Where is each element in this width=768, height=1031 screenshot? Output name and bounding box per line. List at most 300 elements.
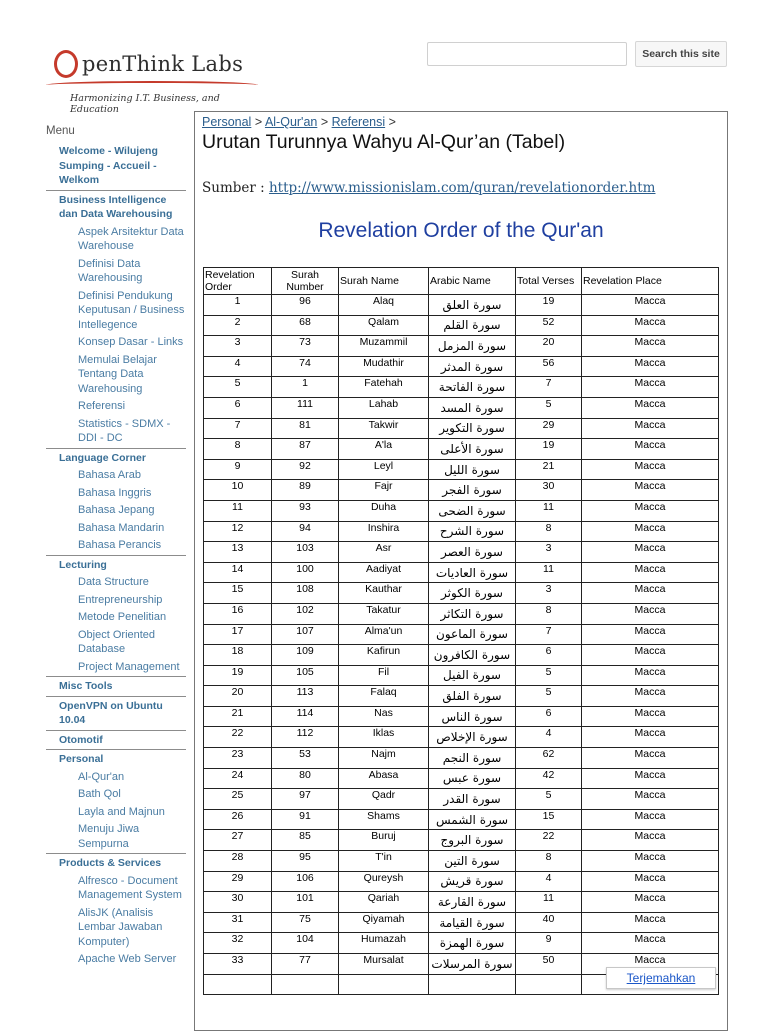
- cell-revelation-order: 31: [204, 912, 272, 933]
- cell-surah-number: 75: [272, 912, 339, 933]
- cell-revelation-place: Macca: [582, 397, 719, 418]
- cell-surah-number: 104: [272, 933, 339, 954]
- col-header-surah-number: Surah Number: [272, 268, 339, 295]
- cell-arabic-name: سورة العلق: [429, 295, 516, 316]
- cell-total-verses: 30: [516, 480, 582, 501]
- cell-arabic-name: سورة الهمزة: [429, 933, 516, 954]
- table-row: [204, 295, 719, 316]
- cell-revelation-order: 20: [204, 686, 272, 707]
- menu-title: Menu: [46, 125, 75, 137]
- cell-total-verses: 19: [516, 295, 582, 316]
- cell-surah-name: Falaq: [339, 686, 429, 707]
- cell-revelation-order: 33: [204, 954, 272, 975]
- col-header-total-verses: Total Verses: [516, 268, 582, 295]
- cell-surah-name: [339, 974, 429, 995]
- cell-surah-name: Qiyamah: [339, 912, 429, 933]
- cell-total-verses: 7: [516, 624, 582, 645]
- cell-revelation-place: Macca: [582, 377, 719, 398]
- cell-revelation-place: Macca: [582, 542, 719, 563]
- cell-surah-number: 74: [272, 356, 339, 377]
- table-header-row: [204, 268, 719, 295]
- cell-revelation-order: 2: [204, 315, 272, 336]
- cell-total-verses: 3: [516, 542, 582, 563]
- cell-revelation-order: 23: [204, 748, 272, 769]
- cell-arabic-name: سورة التكوير: [429, 418, 516, 439]
- table-row: [204, 912, 719, 933]
- cell-total-verses: 3: [516, 583, 582, 604]
- cell-surah-name: Shams: [339, 809, 429, 830]
- cell-surah-number: 102: [272, 603, 339, 624]
- table-row: [204, 624, 719, 645]
- menu-category[interactable]: Business Intelligence dan Data Warehousing: [59, 193, 173, 220]
- cell-total-verses: 4: [516, 727, 582, 748]
- cell-total-verses: 15: [516, 809, 582, 830]
- cell-revelation-place: Macca: [582, 562, 719, 583]
- cell-surah-name: Najm: [339, 748, 429, 769]
- cell-arabic-name: سورة الناس: [429, 706, 516, 727]
- table-row: [204, 645, 719, 666]
- logo-text: penThink Labs: [82, 52, 244, 76]
- cell-total-verses: 19: [516, 439, 582, 460]
- table-row: [204, 768, 719, 789]
- cell-surah-name: Fajr: [339, 480, 429, 501]
- cell-revelation-place: Macca: [582, 727, 719, 748]
- menu-category[interactable]: Lecturing: [59, 558, 107, 571]
- cell-revelation-place: Macca: [582, 954, 719, 975]
- cell-revelation-order: 13: [204, 542, 272, 563]
- table-row: [204, 480, 719, 501]
- cell-arabic-name: سورة الفاتحة: [429, 377, 516, 398]
- cell-arabic-name: سورة المسد: [429, 397, 516, 418]
- cell-revelation-place: Macca: [582, 892, 719, 913]
- cell-revelation-place: Macca: [582, 500, 719, 521]
- menu-link[interactable]: Alfresco - Document Management System: [78, 874, 182, 901]
- breadcrumb: [202, 115, 396, 129]
- cell-revelation-place: Macca: [582, 748, 719, 769]
- col-header-arabic-name: Arabic Name: [429, 268, 516, 295]
- cell-arabic-name: سورة المرسلات: [429, 954, 516, 975]
- cell-surah-name: Buruj: [339, 830, 429, 851]
- cell-surah-number: 103: [272, 542, 339, 563]
- menu-link[interactable]: Bahasa Inggris: [78, 486, 152, 499]
- menu-link[interactable]: Bath Qol: [78, 788, 121, 800]
- cell-revelation-order: 15: [204, 583, 272, 604]
- cell-revelation-place: Macca: [582, 830, 719, 851]
- revelation-table: [203, 267, 719, 995]
- table-row: [204, 727, 719, 748]
- cell-surah-name: Kauthar: [339, 583, 429, 604]
- cell-revelation-order: 1: [204, 295, 272, 316]
- cell-total-verses: 5: [516, 665, 582, 686]
- cell-revelation-order: 29: [204, 871, 272, 892]
- cell-total-verses: 8: [516, 851, 582, 872]
- logo-swoosh: [46, 81, 258, 89]
- cell-arabic-name: سورة العصر: [429, 542, 516, 563]
- cell-surah-name: Qureysh: [339, 871, 429, 892]
- menu-link[interactable]: Bahasa Arab: [78, 469, 141, 481]
- cell-arabic-name: سورة الشرح: [429, 521, 516, 542]
- cell-surah-number: 112: [272, 727, 339, 748]
- cell-revelation-order: 32: [204, 933, 272, 954]
- cell-arabic-name: سورة القدر: [429, 789, 516, 810]
- cell-surah-name: Alma'un: [339, 624, 429, 645]
- cell-revelation-place: Macca: [582, 315, 719, 336]
- cell-surah-number: 100: [272, 562, 339, 583]
- table-row: [204, 809, 719, 830]
- cell-revelation-place: Macca: [582, 933, 719, 954]
- cell-total-verses: 22: [516, 830, 582, 851]
- menu-link[interactable]: Menuju Jiwa Sempurna: [46, 821, 186, 854]
- cell-surah-number: 107: [272, 624, 339, 645]
- menu-link[interactable]: Definisi Data Warehousing: [78, 257, 143, 284]
- menu-link[interactable]: Statistics - SDMX - DDI - DC: [46, 416, 186, 449]
- cell-revelation-order: 11: [204, 500, 272, 521]
- cell-revelation-place: Macca: [582, 789, 719, 810]
- cell-surah-name: Fatehah: [339, 377, 429, 398]
- cell-total-verses: 5: [516, 789, 582, 810]
- cell-arabic-name: سورة القيامة: [429, 912, 516, 933]
- table-row: [204, 336, 719, 357]
- cell-revelation-place: Macca: [582, 706, 719, 727]
- cell-surah-number: 106: [272, 871, 339, 892]
- cell-total-verses: 8: [516, 521, 582, 542]
- cell-surah-name: Qariah: [339, 892, 429, 913]
- table-body: [204, 295, 719, 995]
- cell-revelation-place: Macca: [582, 356, 719, 377]
- cell-surah-number: 101: [272, 892, 339, 913]
- cell-surah-number: 109: [272, 645, 339, 666]
- cell-surah-name: Humazah: [339, 933, 429, 954]
- table-row: [204, 789, 719, 810]
- cell-arabic-name: سورة الفيل: [429, 665, 516, 686]
- cell-surah-number: 85: [272, 830, 339, 851]
- cell-revelation-place: Macca: [582, 480, 719, 501]
- col-header-revelation-place: Revelation Place: [582, 268, 719, 295]
- cell-revelation-place: Macca: [582, 583, 719, 604]
- cell-surah-number: 73: [272, 336, 339, 357]
- table-row: [204, 521, 719, 542]
- table-row: [204, 851, 719, 872]
- cell-revelation-order: 12: [204, 521, 272, 542]
- cell-revelation-order: 25: [204, 789, 272, 810]
- cell-surah-number: 113: [272, 686, 339, 707]
- cell-surah-name: Kafirun: [339, 645, 429, 666]
- logo-tagline: Harmonizing I.T. Business, and Education: [70, 93, 220, 115]
- cell-revelation-order: 30: [204, 892, 272, 913]
- cell-arabic-name: سورة الكوثر: [429, 583, 516, 604]
- menu-category[interactable]: Otomotif: [46, 731, 186, 751]
- cell-arabic-name: سورة قريش: [429, 871, 516, 892]
- cell-total-verses: 7: [516, 377, 582, 398]
- cell-surah-name: Takatur: [339, 603, 429, 624]
- cell-surah-name: Iklas: [339, 727, 429, 748]
- cell-surah-number: 89: [272, 480, 339, 501]
- cell-surah-name: Alaq: [339, 295, 429, 316]
- menu-link[interactable]: Bahasa Jepang: [78, 504, 155, 516]
- cell-revelation-place: Macca: [582, 645, 719, 666]
- cell-revelation-place: Macca: [582, 295, 719, 316]
- table-row: [204, 665, 719, 686]
- cell-revelation-order: 27: [204, 830, 272, 851]
- table-row: [204, 418, 719, 439]
- breadcrumb-sep: >: [320, 115, 329, 129]
- cell-revelation-place: Macca: [582, 624, 719, 645]
- cell-total-verses: 56: [516, 356, 582, 377]
- cell-surah-name: Qalam: [339, 315, 429, 336]
- cell-arabic-name: سورة النجم: [429, 748, 516, 769]
- cell-surah-number: 92: [272, 459, 339, 480]
- table-row: [204, 459, 719, 480]
- cell-arabic-name: سورة الفجر: [429, 480, 516, 501]
- cell-total-verses: 21: [516, 459, 582, 480]
- cell-revelation-place: Macca: [582, 459, 719, 480]
- menu-link[interactable]: Data Structure: [78, 576, 149, 588]
- cell-total-verses: 9: [516, 933, 582, 954]
- menu-link[interactable]: Project Management: [46, 659, 186, 678]
- cell-total-verses: 5: [516, 686, 582, 707]
- cell-revelation-place: Macca: [582, 809, 719, 830]
- cell-surah-name: Leyl: [339, 459, 429, 480]
- site-logo[interactable]: [46, 48, 261, 115]
- cell-revelation-order: 7: [204, 418, 272, 439]
- cell-revelation-order: 19: [204, 665, 272, 686]
- cell-revelation-order: 28: [204, 851, 272, 872]
- cell-surah-number: 95: [272, 851, 339, 872]
- table-row: [204, 583, 719, 604]
- cell-revelation-order: 26: [204, 809, 272, 830]
- menu-category[interactable]: Products & Services: [59, 857, 162, 869]
- menu-category[interactable]: Language Corner: [59, 451, 146, 464]
- breadcrumb-referensi[interactable]: Referensi: [331, 115, 386, 129]
- table-row: [204, 686, 719, 707]
- table-row: [204, 933, 719, 954]
- cell-revelation-place: Macca: [582, 603, 719, 624]
- menu-link[interactable]: Konsep Dasar - Links: [78, 336, 184, 348]
- menu-link[interactable]: Bahasa Mandarin: [78, 521, 165, 534]
- cell-surah-name: Duha: [339, 500, 429, 521]
- table-row: [204, 562, 719, 583]
- cell-arabic-name: سورة الشمس: [429, 809, 516, 830]
- breadcrumb-sep: >: [254, 115, 263, 129]
- cell-revelation-order: 21: [204, 706, 272, 727]
- cell-surah-name: Asr: [339, 542, 429, 563]
- cell-total-verses: 40: [516, 912, 582, 933]
- cell-surah-number: 77: [272, 954, 339, 975]
- cell-surah-name: Muzammil: [339, 336, 429, 357]
- cell-revelation-place: Macca: [582, 521, 719, 542]
- cell-arabic-name: سورة التين: [429, 851, 516, 872]
- cell-total-verses: 50: [516, 954, 582, 975]
- cell-arabic-name: سورة البروج: [429, 830, 516, 851]
- breadcrumb-al-quran[interactable]: Al-Qur'an: [264, 115, 318, 129]
- cell-surah-number: 53: [272, 748, 339, 769]
- table-row: [204, 830, 719, 851]
- cell-surah-number: 87: [272, 439, 339, 460]
- cell-revelation-order: 5: [204, 377, 272, 398]
- cell-revelation-place: Macca: [582, 336, 719, 357]
- content-panel: [194, 111, 728, 1031]
- cell-revelation-order: 18: [204, 645, 272, 666]
- table-row: [204, 377, 719, 398]
- cell-surah-name: Inshira: [339, 521, 429, 542]
- search-input[interactable]: [427, 42, 627, 66]
- cell-total-verses: 52: [516, 315, 582, 336]
- page-title: Urutan Turunnya Wahyu Al-Qur’an (Tabel): [202, 131, 566, 153]
- menu-link[interactable]: Apache Web Server: [78, 953, 177, 965]
- table-row: [204, 542, 719, 563]
- cell-revelation-place: Macca: [582, 851, 719, 872]
- source-link[interactable]: http://www.missionislam.com/quran/revelationorder.htm: [268, 180, 656, 196]
- cell-total-verses: 6: [516, 706, 582, 727]
- translate-button[interactable]: Terjemahkan: [606, 967, 716, 989]
- cell-total-verses: [516, 974, 582, 995]
- cell-revelation-order: [204, 974, 272, 995]
- cell-revelation-order: 14: [204, 562, 272, 583]
- cell-arabic-name: [429, 974, 516, 995]
- cell-revelation-order: 22: [204, 727, 272, 748]
- cell-revelation-order: 10: [204, 480, 272, 501]
- cell-arabic-name: سورة الكافرون: [429, 645, 516, 666]
- cell-total-verses: 5: [516, 397, 582, 418]
- menu-list: [46, 142, 186, 969]
- table-row: [204, 748, 719, 769]
- table-row: [204, 439, 719, 460]
- cell-surah-name: Lahab: [339, 397, 429, 418]
- cell-revelation-place: Macca: [582, 418, 719, 439]
- cell-total-verses: 11: [516, 500, 582, 521]
- cell-surah-name: Nas: [339, 706, 429, 727]
- cell-surah-name: Aadiyat: [339, 562, 429, 583]
- menu-link[interactable]: Al-Qur'an: [78, 770, 125, 783]
- cell-surah-number: 1: [272, 377, 339, 398]
- cell-revelation-place: Macca: [582, 768, 719, 789]
- menu-link[interactable]: Object Oriented Database: [78, 628, 156, 655]
- cell-surah-name: Mursalat: [339, 954, 429, 975]
- search-button[interactable]: Search this site: [635, 41, 727, 67]
- sidebar-menu: [46, 125, 186, 969]
- cell-surah-name: Abasa: [339, 768, 429, 789]
- cell-surah-number: [272, 974, 339, 995]
- cell-revelation-place: Macca: [582, 439, 719, 460]
- table-row: [204, 871, 719, 892]
- cell-arabic-name: سورة المزمل: [429, 336, 516, 357]
- menu-link[interactable]: Definisi Pendukung Keputusan / Business Intellegence: [78, 289, 185, 331]
- menu-link[interactable]: Bahasa Perancis: [46, 537, 186, 556]
- table-row: [204, 706, 719, 727]
- cell-surah-name: Takwir: [339, 418, 429, 439]
- table-row: [204, 603, 719, 624]
- menu-link[interactable]: AlisJK (Analisis Lembar Jawaban Komputer): [78, 906, 163, 948]
- cell-revelation-order: 9: [204, 459, 272, 480]
- cell-arabic-name: سورة عبس: [429, 768, 516, 789]
- cell-revelation-place: Macca: [582, 665, 719, 686]
- table-row: [204, 892, 719, 913]
- cell-surah-name: Mudathir: [339, 356, 429, 377]
- cell-total-verses: 11: [516, 562, 582, 583]
- cell-surah-name: Qadr: [339, 789, 429, 810]
- cell-surah-number: 68: [272, 315, 339, 336]
- cell-surah-name: A'la: [339, 439, 429, 460]
- menu-category[interactable]: Personal: [59, 753, 104, 765]
- cell-revelation-order: 24: [204, 768, 272, 789]
- cell-arabic-name: سورة التكاثر: [429, 603, 516, 624]
- table-row: [204, 397, 719, 418]
- table-row: [204, 500, 719, 521]
- cell-arabic-name: سورة الضحى: [429, 500, 516, 521]
- cell-total-verses: 42: [516, 768, 582, 789]
- cell-total-verses: 62: [516, 748, 582, 769]
- breadcrumb-personal[interactable]: Personal: [202, 115, 252, 129]
- cell-surah-name: Fil: [339, 665, 429, 686]
- cell-arabic-name: سورة الماعون: [429, 624, 516, 645]
- cell-revelation-order: 17: [204, 624, 272, 645]
- menu-link[interactable]: Aspek Arsitektur Data Warehouse: [78, 225, 184, 252]
- menu-category[interactable]: Misc Tools: [46, 677, 186, 697]
- source-line: [202, 180, 655, 196]
- cell-surah-number: 96: [272, 295, 339, 316]
- cell-arabic-name: سورة المدثر: [429, 356, 516, 377]
- cell-arabic-name: سورة القارعة: [429, 892, 516, 913]
- menu-category[interactable]: Welcome - Wilujeng Sumping - Accueil - Welkom: [46, 142, 186, 191]
- menu-category[interactable]: OpenVPN on Ubuntu 10.04: [46, 697, 186, 731]
- cell-arabic-name: سورة الإخلاص: [429, 727, 516, 748]
- cell-revelation-order: 4: [204, 356, 272, 377]
- menu-link[interactable]: Metode Penelitian: [78, 611, 167, 623]
- col-header-revelation-order: Revelation Order: [204, 268, 272, 295]
- cell-revelation-order: 3: [204, 336, 272, 357]
- cell-revelation-place: Macca: [582, 912, 719, 933]
- source-label: Sumber :: [202, 180, 265, 196]
- cell-surah-number: 81: [272, 418, 339, 439]
- menu-link[interactable]: Entrepreneurship: [78, 593, 163, 606]
- cell-total-verses: 29: [516, 418, 582, 439]
- table-row: [204, 356, 719, 377]
- cell-surah-number: 97: [272, 789, 339, 810]
- table-row: [204, 315, 719, 336]
- cell-total-verses: 6: [516, 645, 582, 666]
- cell-surah-number: 108: [272, 583, 339, 604]
- breadcrumb-sep: >: [388, 115, 396, 129]
- cell-total-verses: 4: [516, 871, 582, 892]
- cell-surah-number: 80: [272, 768, 339, 789]
- cell-revelation-order: 8: [204, 439, 272, 460]
- cell-surah-number: 94: [272, 521, 339, 542]
- col-header-surah-name: Surah Name: [339, 268, 429, 295]
- cell-surah-number: 114: [272, 706, 339, 727]
- cell-revelation-order: 6: [204, 397, 272, 418]
- menu-link[interactable]: Referensi: [78, 400, 126, 412]
- cell-surah-name: T'in: [339, 851, 429, 872]
- cell-surah-number: 105: [272, 665, 339, 686]
- table-title: Revelation Order of the Qur'an: [318, 219, 604, 242]
- cell-arabic-name: سورة الأعلى: [429, 439, 516, 460]
- cell-arabic-name: سورة العاديات: [429, 562, 516, 583]
- cell-revelation-place: Macca: [582, 686, 719, 707]
- cell-arabic-name: سورة الفلق: [429, 686, 516, 707]
- menu-link[interactable]: Layla and Majnun: [78, 805, 165, 818]
- cell-total-verses: 8: [516, 603, 582, 624]
- cell-revelation-order: 16: [204, 603, 272, 624]
- cell-total-verses: 11: [516, 892, 582, 913]
- cell-surah-number: 91: [272, 809, 339, 830]
- logo-o-mark: [54, 50, 78, 78]
- menu-link[interactable]: Memulai Belajar Tentang Data Warehousing: [78, 353, 157, 395]
- cell-arabic-name: سورة القلم: [429, 315, 516, 336]
- cell-arabic-name: سورة الليل: [429, 459, 516, 480]
- cell-total-verses: 20: [516, 336, 582, 357]
- cell-revelation-place: Macca: [582, 871, 719, 892]
- cell-surah-number: 111: [272, 397, 339, 418]
